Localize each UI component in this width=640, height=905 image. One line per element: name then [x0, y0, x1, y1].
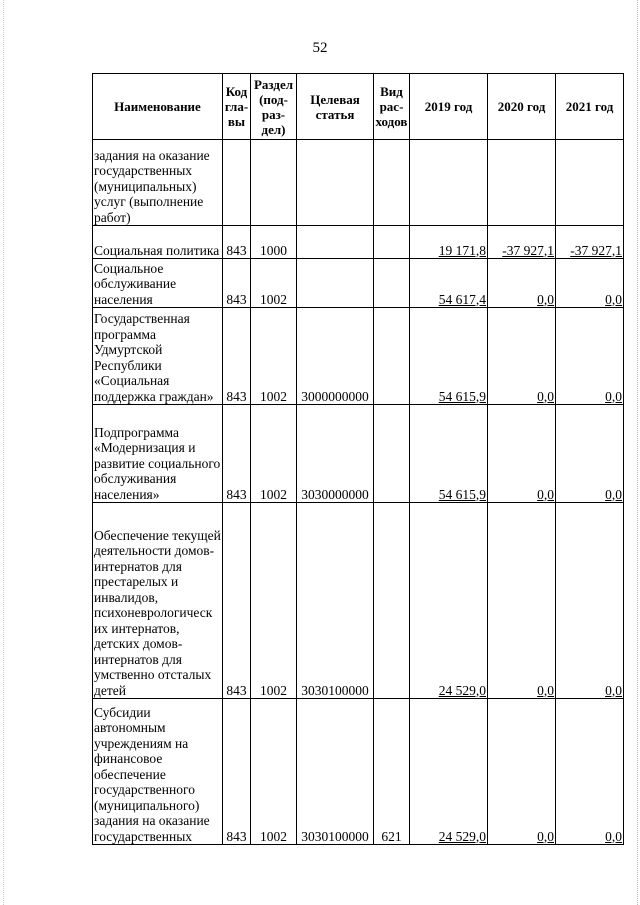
- cell-expense: 621: [374, 699, 410, 845]
- cell-chapter: 843: [223, 259, 251, 308]
- cell-2020: 0,0: [488, 503, 556, 699]
- cell-article: [297, 259, 374, 308]
- cell-2019: [410, 140, 488, 226]
- cell-chapter: 843: [223, 699, 251, 845]
- table-row: [93, 699, 624, 845]
- cell-2019: 54 615,9: [410, 308, 488, 405]
- header-section: Раздел (под- раз- дел): [251, 74, 297, 140]
- cell-2021: 0,0: [556, 259, 624, 308]
- header-2020: 2020 год: [488, 74, 556, 140]
- cell-section: 1002: [251, 699, 297, 845]
- table-row: [93, 405, 624, 503]
- cell-2020: 0,0: [488, 259, 556, 308]
- cell-2019: 24 529,0: [410, 699, 488, 845]
- cell-article: 3030100000: [297, 503, 374, 699]
- cell-chapter: 843: [223, 226, 251, 259]
- cell-2020: -37 927,1: [488, 226, 556, 259]
- budget-table: [92, 73, 624, 845]
- cell-article: 3030000000: [297, 405, 374, 503]
- cell-2021: 0,0: [556, 503, 624, 699]
- table-row: [93, 503, 624, 699]
- header-name: Наименование: [93, 74, 223, 140]
- cell-name: Обеспечение текущей деятельности домов-интернатов для престарелых и инвалидов, психоневрологическ их интернатов, детских домов-интернатов для умственно отсталых детей: [93, 503, 223, 699]
- cell-2019: 54 617,4: [410, 259, 488, 308]
- cell-chapter: 843: [223, 405, 251, 503]
- table-row: [93, 140, 624, 226]
- cell-expense: [374, 226, 410, 259]
- cell-2019: 19 171,8: [410, 226, 488, 259]
- cell-chapter: 843: [223, 308, 251, 405]
- cell-name: Социальная политика: [93, 226, 223, 259]
- cell-section: 1002: [251, 259, 297, 308]
- cell-2020: 0,0: [488, 308, 556, 405]
- cell-article: [297, 140, 374, 226]
- cell-section: 1002: [251, 405, 297, 503]
- cell-expense: [374, 140, 410, 226]
- cell-article: 3000000000: [297, 308, 374, 405]
- cell-name: Подпрограмма «Модернизация и развитие социального обслуживания населения»: [93, 405, 223, 503]
- cell-2021: 0,0: [556, 308, 624, 405]
- cell-2019: 54 615,9: [410, 405, 488, 503]
- cell-article: [297, 226, 374, 259]
- cell-section: 1002: [251, 308, 297, 405]
- cell-chapter: 843: [223, 503, 251, 699]
- cell-expense: [374, 503, 410, 699]
- cell-section: 1000: [251, 226, 297, 259]
- cell-name: Социальное обслуживание населения: [93, 259, 223, 308]
- header-chapter: Код гла- вы: [223, 74, 251, 140]
- page-edge-right: [636, 0, 638, 905]
- header-expense: Вид рас- ходов: [374, 74, 410, 140]
- cell-name: Субсидии автономным учреждениям на финансовое обеспечение государственного (муниципального) задания на оказание государственных: [93, 699, 223, 845]
- table-row: [93, 308, 624, 405]
- cell-2019: 24 529,0: [410, 503, 488, 699]
- cell-2021: [556, 140, 624, 226]
- cell-expense: [374, 259, 410, 308]
- header-2019: 2019 год: [410, 74, 488, 140]
- table-header-row: [93, 74, 624, 140]
- cell-name: задания на оказание государственных (муниципальных) услуг (выполнение работ): [93, 140, 223, 226]
- cell-2021: 0,0: [556, 699, 624, 845]
- cell-2020: [488, 140, 556, 226]
- table-row: [93, 259, 624, 308]
- table-row: [93, 226, 624, 259]
- cell-name: Государственная программа Удмуртской Республики «Социальная поддержка граждан»: [93, 308, 223, 405]
- header-2021: 2021 год: [556, 74, 624, 140]
- cell-2021: -37 927,1: [556, 226, 624, 259]
- cell-2020: 0,0: [488, 405, 556, 503]
- cell-section: 1002: [251, 503, 297, 699]
- cell-section: [251, 140, 297, 226]
- cell-chapter: [223, 140, 251, 226]
- cell-expense: [374, 308, 410, 405]
- cell-article: 3030100000: [297, 699, 374, 845]
- page-edge-left: [3, 0, 5, 905]
- cell-expense: [374, 405, 410, 503]
- page-number: 52: [312, 40, 328, 56]
- cell-2021: 0,0: [556, 405, 624, 503]
- header-article: Целевая статья: [297, 74, 374, 140]
- cell-2020: 0,0: [488, 699, 556, 845]
